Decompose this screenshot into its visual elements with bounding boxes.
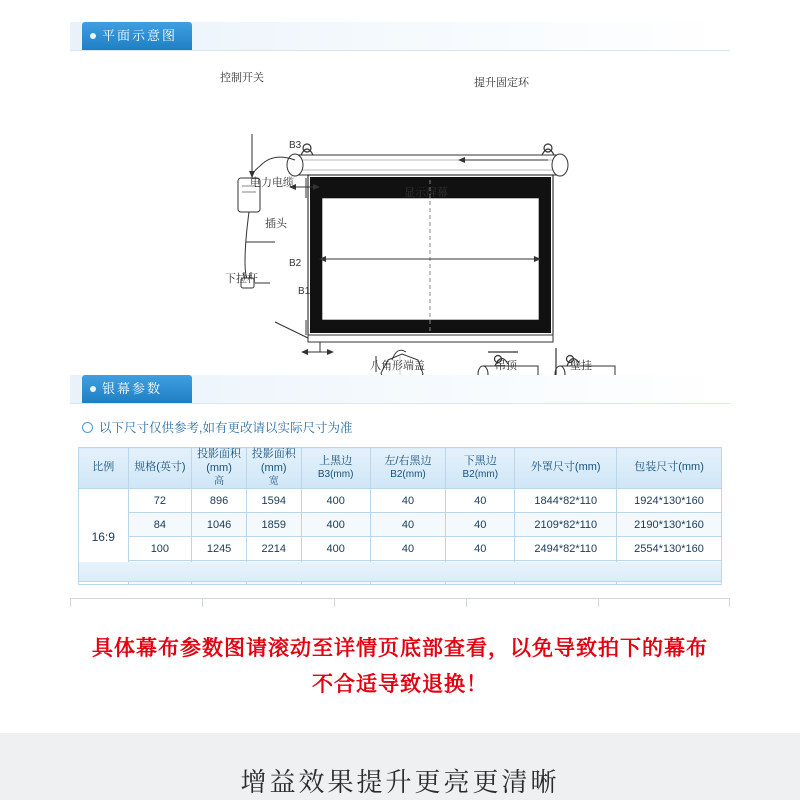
cell-bottom-black: 40 (446, 489, 515, 513)
th-case-size: 外罩尺寸(mm) (515, 448, 617, 489)
spec-table-head (79, 448, 722, 489)
cell-size: 100 (128, 537, 192, 561)
divider-tick (466, 599, 467, 607)
th-bottom-black (446, 448, 515, 489)
th-side-black-main: 左/右黑边 (384, 454, 432, 467)
label-b3: B3 (289, 140, 302, 151)
section-header-tab-2 (82, 375, 192, 403)
table-row (79, 489, 722, 513)
cell-side-black: 40 (370, 537, 445, 561)
screen-diagram-svg (70, 60, 730, 380)
table-header-row (79, 448, 722, 489)
cell-height: 1245 (192, 537, 247, 561)
table-row (79, 537, 722, 561)
th-bottom-black-sub: B2(mm) (462, 468, 499, 480)
label-ceiling-mount: 吊顶 (495, 360, 517, 372)
cell-case-size: 2109*82*110 (515, 513, 617, 537)
th-area-w (246, 448, 301, 489)
bottom-section-title: 增益效果提升更亮更清晰 (240, 767, 560, 797)
label-power-cable: 电力电缆 (250, 177, 294, 189)
cell-bottom-black: 40 (446, 513, 515, 537)
cell-case-size: 1844*82*110 (515, 489, 617, 513)
cell-pack-size: 1924*130*160 (617, 489, 722, 513)
cell-size: 72 (128, 489, 192, 513)
warning-line-2: 不合适导致退换！ (312, 673, 488, 696)
th-top-black-main: 上黑边 (319, 454, 353, 467)
cell-case-size: 2494*82*110 (515, 537, 617, 561)
bullet-dot-icon (90, 33, 96, 39)
cell-top-black: 400 (301, 513, 370, 537)
spec-note (82, 418, 352, 436)
section-header-diagram (70, 22, 730, 52)
cell-top-black: 400 (301, 537, 370, 561)
th-side-black (370, 448, 445, 489)
cell-width: 1594 (246, 489, 301, 513)
th-bottom-black-main: 下黑边 (463, 454, 497, 467)
divider-tick (729, 599, 730, 607)
cell-width: 2214 (246, 537, 301, 561)
th-w-label: 宽 (268, 475, 279, 487)
section-divider (70, 598, 730, 609)
label-control-switch: 控制开关 (220, 72, 264, 84)
section-header-diagram-label: 平面示意图 (102, 28, 178, 43)
divider-tick (598, 599, 599, 607)
label-pull-rod: 下拉杆 (225, 273, 258, 285)
label-lifting-ring: 提升固定环 (474, 77, 529, 89)
circle-bullet-icon (82, 422, 93, 433)
divider-tick (334, 599, 335, 607)
warning-line-1: 具体幕布参数图请滚动至详情页底部查看，以免导致拍下的幕布 (92, 637, 708, 660)
section-header-tab (82, 22, 192, 50)
screen-diagram (70, 60, 730, 380)
divider-tick (202, 599, 203, 607)
label-plug: 插头 (265, 218, 287, 230)
bullet-dot-icon-2 (90, 386, 96, 392)
spec-note-text: 以下尺寸仅供参考,如有更改请以实际尺寸为准 (99, 421, 353, 435)
cell-side-black: 40 (370, 513, 445, 537)
label-wall-mount: 壁挂 (570, 360, 592, 372)
th-area-label-2: 投影面积(mm) (251, 448, 296, 474)
th-top-black (301, 448, 370, 489)
th-pack-size: 包装尺寸(mm) (617, 448, 722, 489)
cell-height: 1046 (192, 513, 247, 537)
label-display-screen: 显示屏幕 (404, 187, 448, 199)
cell-width: 1859 (246, 513, 301, 537)
th-ratio: 比例 (79, 448, 129, 489)
label-b1: B1 (298, 286, 311, 297)
cell-pack-size: 2554*130*160 (617, 537, 722, 561)
cell-ratio: 16:9 (79, 489, 129, 585)
th-top-black-sub: B3(mm) (317, 468, 354, 480)
th-area-label: 投影面积(mm) (197, 448, 242, 474)
cell-top-black: 400 (301, 489, 370, 513)
th-area-h (192, 448, 247, 489)
label-octagon-cap: 八角形端盖 (370, 360, 425, 372)
cell-size: 84 (128, 513, 192, 537)
divider-tick (70, 599, 71, 607)
th-size: 规格(英寸) (128, 448, 192, 489)
spec-table-footer-band (78, 562, 722, 582)
section-header-spec (70, 375, 730, 405)
cell-height: 896 (192, 489, 247, 513)
cell-pack-size: 2190*130*160 (617, 513, 722, 537)
th-side-black-sub: B2(mm) (390, 468, 426, 480)
label-b2: B2 (289, 258, 302, 269)
cell-side-black: 40 (370, 489, 445, 513)
section-header-spec-label: 银幕参数 (102, 381, 163, 396)
table-row (79, 513, 722, 537)
cell-bottom-black: 40 (446, 537, 515, 561)
th-h-label: 高 (214, 475, 225, 487)
